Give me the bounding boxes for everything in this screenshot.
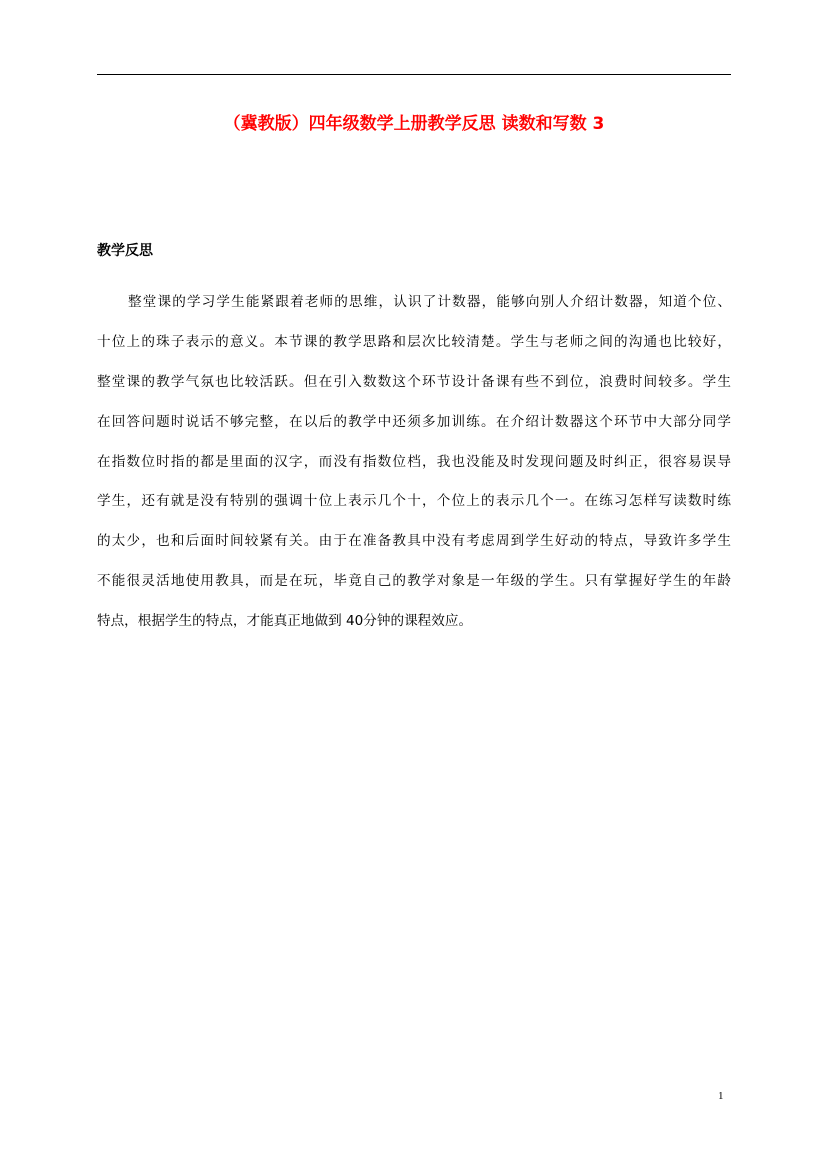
paragraph-line: 特点，根据学生的特点，才能真正地做到 40分钟的课程效应。	[97, 613, 473, 630]
paragraph-line: 在回答问题时说话不够完整，在以后的教学中还须多加训练。在介绍计数器这个环节中大部分同学	[97, 413, 731, 430]
body-paragraph	[97, 283, 731, 642]
document-title: （冀教版）四年级数学上册教学反思 读数和写数 3	[223, 114, 605, 134]
page-number: 1	[718, 1090, 724, 1102]
paragraph-line: 在指数位时指的都是里面的汉字，而没有指数位档，我也没能及时发现问题及时纠正，很容易误导	[97, 453, 731, 470]
header-rule	[97, 74, 731, 75]
paragraph-line: 整堂课的教学气氛也比较活跃。但在引入数数这个环节设计备课有些不到位，浪费时间较多。学生	[97, 373, 731, 390]
paragraph-line: 不能很灵活地使用教具，而是在玩，毕竟自己的教学对象是一年级的学生。只有掌握好学生的年龄	[97, 573, 731, 590]
paragraph-line: 整堂课的学习学生能紧跟着老师的思维，认识了计数器，能够向别人介绍计数器，知道个位、	[128, 294, 731, 310]
paragraph-line: 十位上的珠子表示的意义。本节课的教学思路和层次比较清楚。学生与老师之间的沟通也比较好，	[97, 333, 731, 350]
section-heading: 教学反思	[97, 243, 153, 259]
paragraph-line: 的太少，也和后面时间较紧有关。由于在准备教具中没有考虑周到学生好动的特点，导致许多学生	[97, 533, 731, 550]
paragraph-line: 学生，还有就是没有特别的强调十位上表示几个十，个位上的表示几个一。在练习怎样写读数时练	[97, 493, 731, 510]
